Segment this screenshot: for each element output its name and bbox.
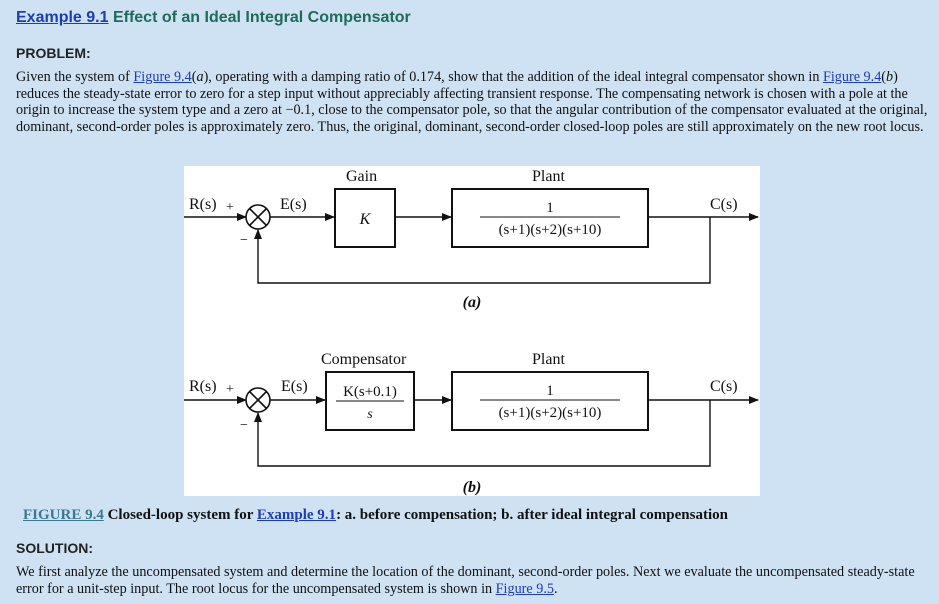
example-title [16,9,411,27]
gain-symbol-a: K [359,211,371,228]
figure-9-4-link-2[interactable]: Figure 9.4 [822,69,882,85]
summing-junction-b [246,388,270,412]
input-label-b: R(s) [189,378,217,395]
problem-text-3: ) reduces the steady-state error to zero for a step input without appreciably affecting transient response. The compensating network is chosen with a pole at the origin to increase the system type and a zero at −0.1, close to the compensator pole, so that the angular contribution of the compensator evaluated at the original, dominant, second-order poles is approximately zero. Thus, the original, dominant, second-order closed-loop poles are still approximately on the new root locus. [16,69,928,135]
block-diagrams [184,166,760,496]
example-title-text: Effect of an Ideal Integral Compensator [112,9,411,26]
figure-9-5-link[interactable]: Figure 9.5 [495,580,554,597]
plant-numerator-a: 1 [546,200,554,216]
compensator-numerator-b: K(s+0.1) [343,384,397,400]
plant-block-b [452,372,648,430]
gain-label-a: Gain [346,168,378,185]
diagram-a [184,168,758,311]
error-label-a: E(s) [280,196,307,213]
summing-junction-a [246,205,270,229]
plant-denominator-b: (s+1)(s+2)(s+10) [498,405,602,421]
solution-text-1: We first analyze the uncompensated system and determine the location of the dominant, second-order poles. Next we evaluate the uncompensated steady-state error for a unit-step input. The root locus for the uncompensated system is shown in [16,564,915,597]
caption-text-1: Closed-loop system for [103,507,257,523]
solution-label: SOLUTION: [16,540,93,556]
plant-block-a [452,189,648,247]
block-diagram-figure [184,166,760,496]
figure-caption [23,507,728,524]
diagram-tag-a: (a) [462,294,482,311]
input-label-a: R(s) [189,196,217,213]
minus-sign-b: − [240,418,248,433]
problem-text-2: ), operating with a damping ratio of 0.174, show that the addition of the ideal integral compensator shown in [203,69,823,85]
figure-9-4-caption-link[interactable]: FIGURE 9.4 [23,507,104,523]
example-link[interactable]: Example 9.1 [16,9,109,26]
problem-text-1: Given the system of [16,69,134,85]
error-label-b: E(s) [281,378,308,395]
plus-sign-a: + [226,200,234,215]
output-label-a: C(s) [710,196,738,213]
compensator-label-b: Compensator [321,351,407,368]
plant-label-a: Plant [532,168,565,185]
plant-numerator-b: 1 [546,383,554,399]
diagram-tag-b: (b) [462,479,482,496]
problem-label: PROBLEM: [16,45,91,61]
plus-sign-b: + [226,382,234,397]
caption-text-2: : a. before compensation; b. after ideal integral compensation [336,507,728,523]
plant-label-b: Plant [532,351,565,368]
output-label-b: C(s) [710,378,738,395]
solution-paragraph: We first analyze the uncompensated system and determine the location of the dominant, second-order poles. Next we evaluate the uncompensated steady-state error for a unit-step input. The root locus for the uncompensated system is shown in Figure 9.5. [16,564,915,597]
compensator-denominator-b: s [367,407,373,422]
plant-denominator-a: (s+1)(s+2)(s+10) [498,222,602,238]
diagram-b [184,351,758,496]
minus-sign-a: − [240,233,248,248]
problem-paragraph: Given the system of Figure 9.4(a), operating with a damping ratio of 0.174, show that the addition of the ideal integral compensator shown in Figure 9.4(b) reduces the steady-state error to zero for a step input without appreciably affecting transient response. The compensating network is chosen with a pole at the origin to increase the system type and a zero at −0.1, close to the compensator pole, so that the angular contribution of the compensator evaluated at the original, dominant, second-order poles is approximately zero. Thus, the original, dominant, second-order closed-loop poles are still approximately on the new root locus. [16,69,928,135]
figure-9-4-link-1[interactable]: Figure 9.4 [133,69,192,85]
example-9-1-caption-link[interactable]: Example 9.1 [256,507,337,523]
